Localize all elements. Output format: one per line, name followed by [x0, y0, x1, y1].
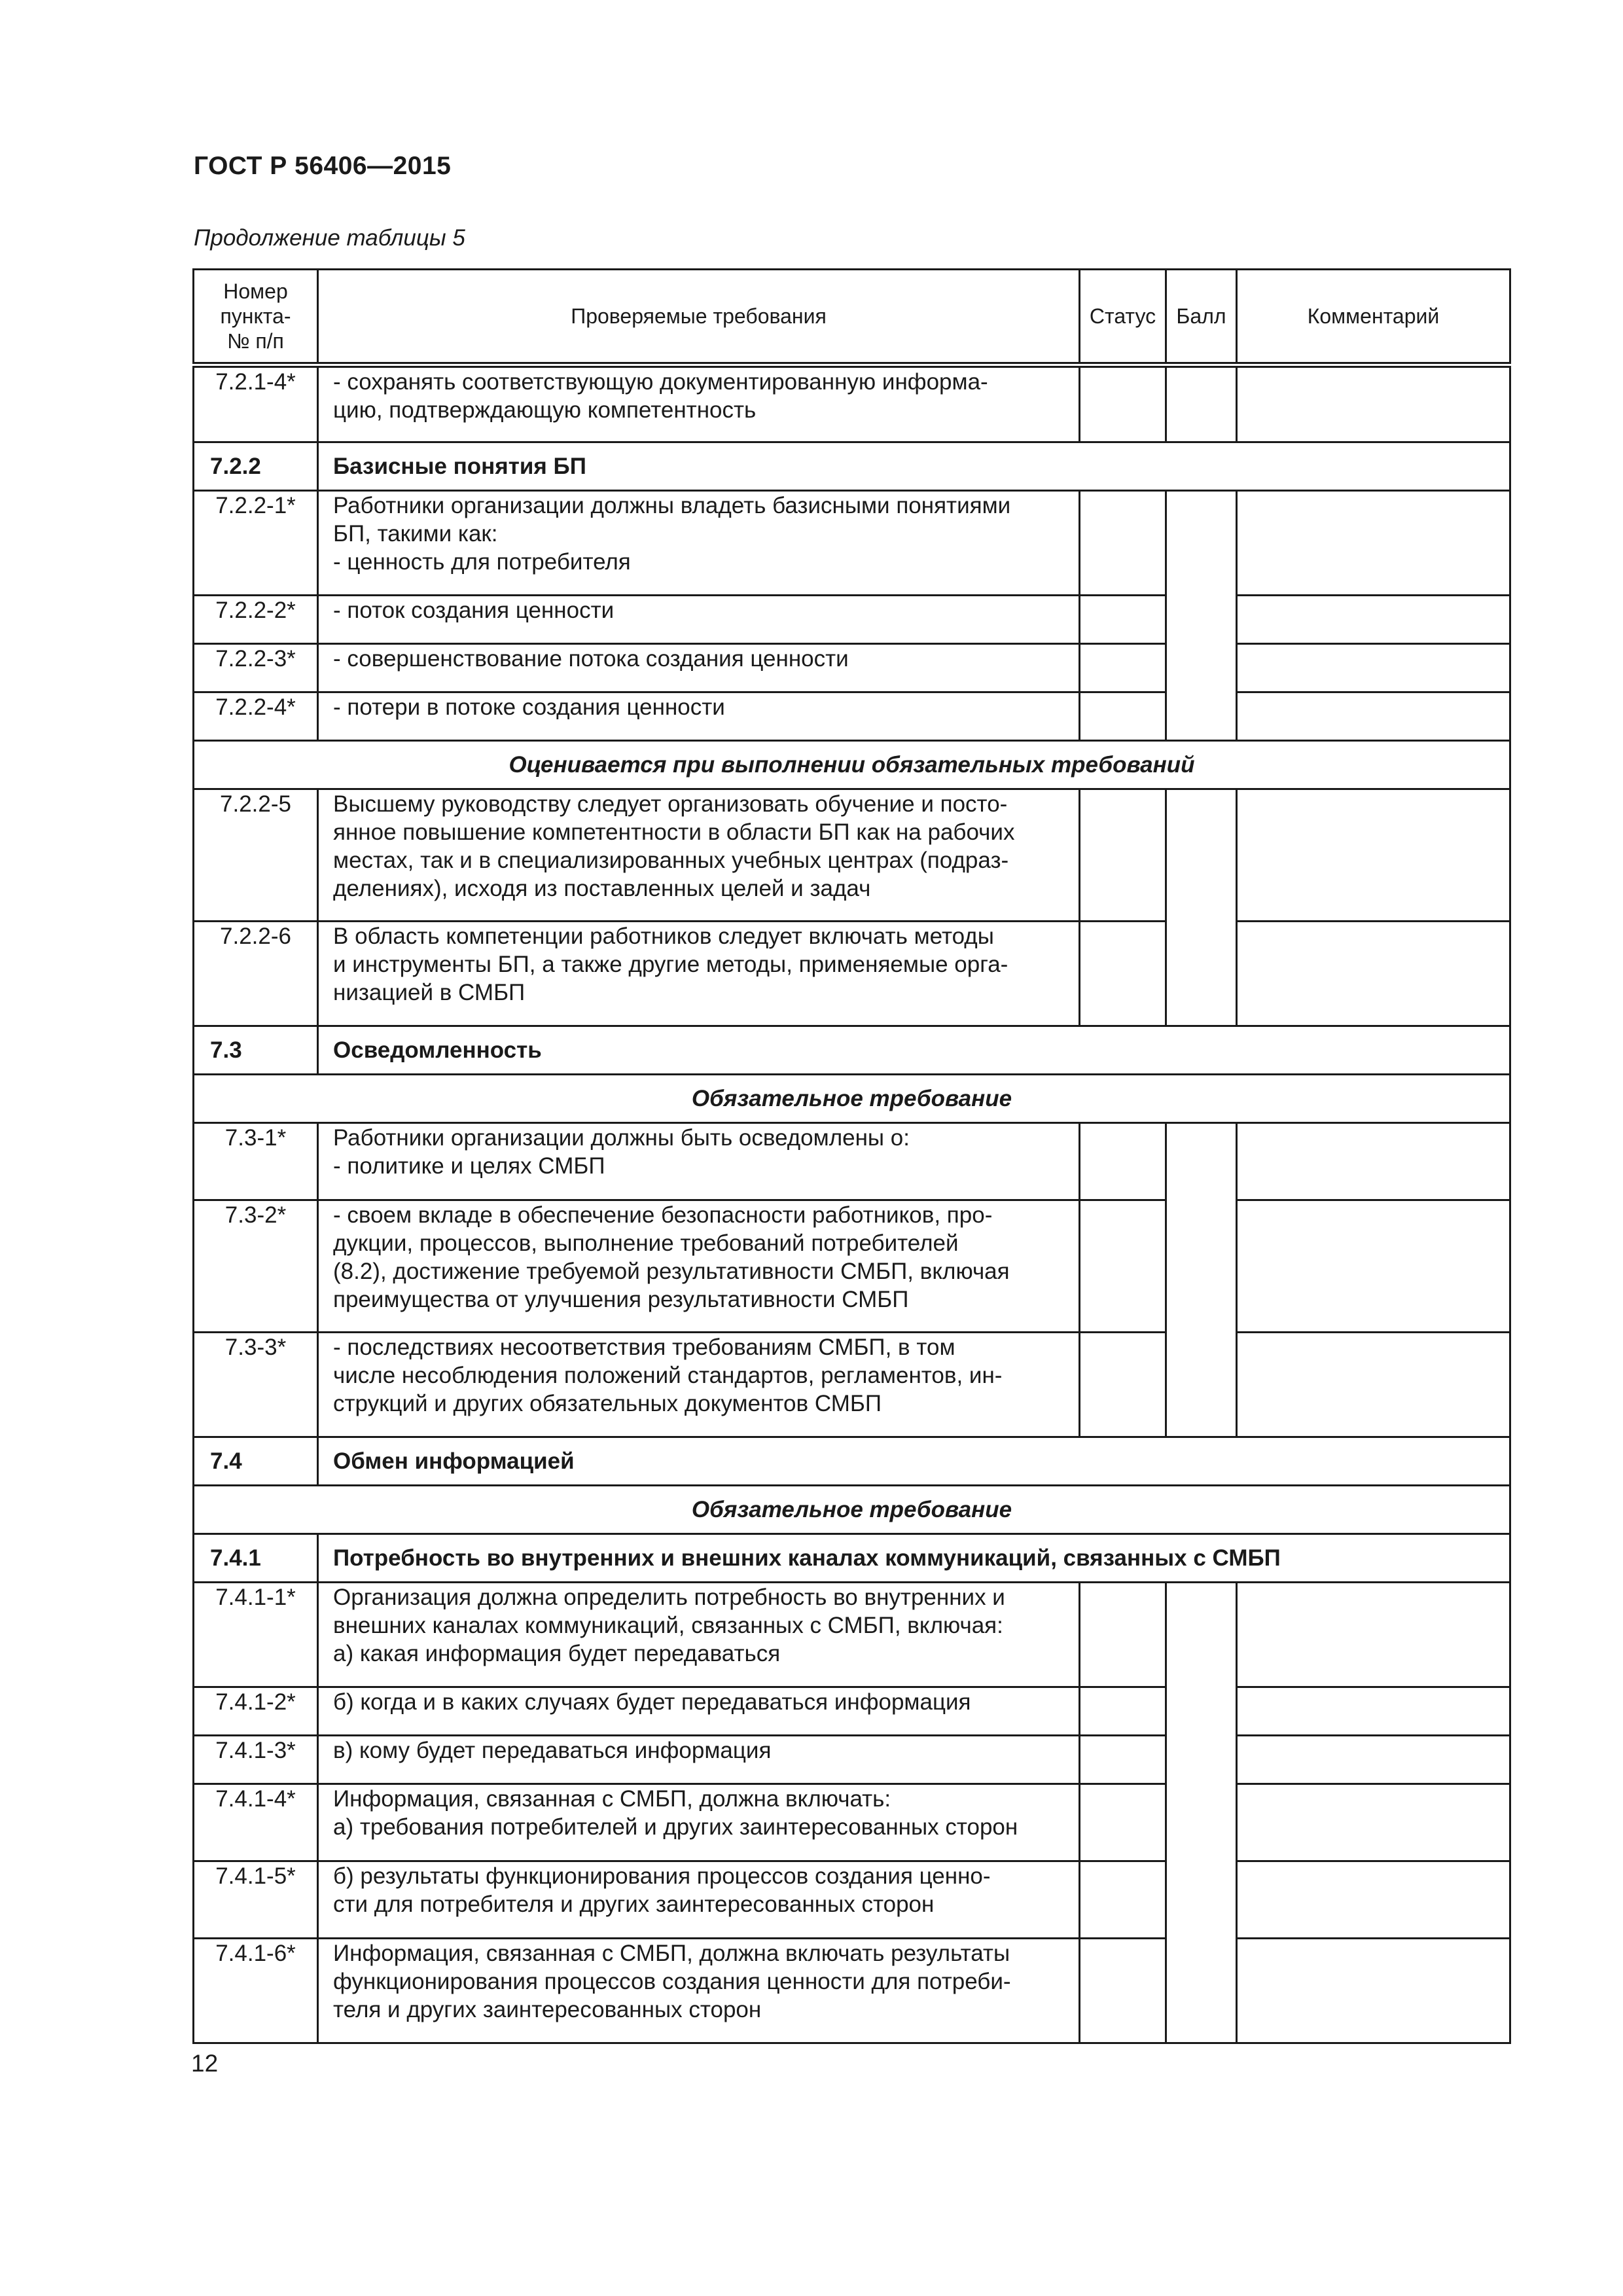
requirement-line: числе несоблюдения положений стандартов, регламентов, ин-: [333, 1363, 1003, 1388]
row-number: 7.4.1-5*: [194, 1861, 318, 1939]
status-cell: [1080, 1861, 1166, 1939]
table-row: [194, 922, 1510, 1026]
comment-cell: [1237, 789, 1510, 922]
row-requirement: [318, 1583, 1080, 1687]
comment-cell: [1237, 1687, 1510, 1736]
requirement-line: - поток создания ценности: [333, 598, 615, 623]
status-cell: [1080, 922, 1166, 1026]
status-cell: [1080, 789, 1166, 922]
section-row: [194, 1026, 1510, 1075]
row-number: 7.3-2*: [194, 1200, 318, 1333]
comment-cell: [1237, 1939, 1510, 2043]
requirement-line: Информация, связанная с СМБП, должна включать результаты: [333, 1941, 1010, 1966]
requirement-line: цию, подтверждающую компетентность: [333, 397, 757, 423]
status-cell: [1080, 1736, 1166, 1784]
requirement-line: (8.2), достижение требуемой результативности СМБП, включая: [333, 1259, 1010, 1284]
column-header-comment: Комментарий: [1237, 270, 1510, 365]
status-cell: [1080, 1123, 1166, 1200]
row-number: 7.2.2-3*: [194, 644, 318, 692]
comment-cell: [1237, 1123, 1510, 1200]
status-cell: [1080, 1583, 1166, 1687]
row-requirement: [318, 644, 1080, 692]
row-number: 7.2.2-1*: [194, 491, 318, 596]
page-number: 12: [191, 2050, 219, 2077]
row-number: 7.2.2-6: [194, 922, 318, 1026]
table-row: [194, 1333, 1510, 1437]
comment-cell: [1237, 491, 1510, 596]
column-header-number-line: № п/п: [227, 329, 284, 353]
section-title: Обмен информацией: [318, 1437, 1510, 1486]
table-row: [194, 692, 1510, 741]
status-cell: [1080, 692, 1166, 741]
requirement-line: Организация должна определить потребность во внутренних и: [333, 1585, 1005, 1610]
requirement-line: а) какая информация будет передаваться: [333, 1641, 781, 1666]
requirement-line: теля и других заинтересованных сторон: [333, 1997, 762, 2022]
table-row: [194, 1736, 1510, 1784]
status-cell: [1080, 1200, 1166, 1333]
row-requirement: [318, 491, 1080, 596]
requirement-line: дукции, процессов, выполнение требований потребителей: [333, 1230, 959, 1256]
requirement-line: - политике и целях СМБП: [333, 1153, 605, 1179]
document-header: ГОСТ Р 56406—2015: [194, 152, 452, 180]
section-title: Потребность во внутренних и внешних каналах коммуникаций, связанных с СМБП: [318, 1534, 1510, 1583]
comment-cell: [1237, 1583, 1510, 1687]
requirement-line: внешних каналах коммуникаций, связанных с СМБП, включая:: [333, 1613, 1003, 1638]
table-row: [194, 1784, 1510, 1861]
section-number: 7.3: [194, 1026, 318, 1075]
requirement-line: - ценность для потребителя: [333, 549, 631, 575]
comment-cell: [1237, 596, 1510, 644]
requirement-line: - потери в потоке создания ценности: [333, 694, 725, 720]
table-row: [194, 1200, 1510, 1333]
status-cell: [1080, 1687, 1166, 1736]
note-text: Оценивается при выполнении обязательных требований: [194, 741, 1510, 789]
row-number: 7.4.1-3*: [194, 1736, 318, 1784]
status-cell: [1080, 491, 1166, 596]
row-number: 7.4.1-2*: [194, 1687, 318, 1736]
note-text: Обязательное требование: [194, 1486, 1510, 1534]
requirement-line: БП, такими как:: [333, 521, 498, 547]
section-title: Осведомленность: [318, 1026, 1510, 1075]
status-cell: [1080, 644, 1166, 692]
note-row: [194, 741, 1510, 789]
comment-cell: [1237, 922, 1510, 1026]
comment-cell: [1237, 644, 1510, 692]
comment-cell: [1237, 1784, 1510, 1861]
row-requirement: [318, 692, 1080, 741]
row-number: 7.4.1-6*: [194, 1939, 318, 2043]
row-number: 7.3-3*: [194, 1333, 318, 1437]
column-header-number-line: пункта-: [220, 304, 291, 328]
requirement-line: а) требования потребителей и других заинтересованных сторон: [333, 1814, 1018, 1840]
row-requirement: [318, 365, 1080, 442]
comment-cell: [1237, 365, 1510, 442]
status-cell: [1080, 365, 1166, 442]
row-requirement: [318, 1333, 1080, 1437]
table-row: [194, 789, 1510, 922]
requirement-line: струкций и других обязательных документов СМБП: [333, 1391, 882, 1416]
table-caption: Продолжение таблицы 5: [194, 225, 465, 251]
row-requirement: [318, 1784, 1080, 1861]
requirement-line: - последствиях несоответствия требованиям СМБП, в том: [333, 1335, 955, 1360]
row-requirement: [318, 596, 1080, 644]
row-requirement: [318, 1939, 1080, 2043]
table-row: [194, 1939, 1510, 2043]
score-cell: [1166, 1123, 1237, 1437]
table-row: [194, 596, 1510, 644]
requirement-line: в) кому будет передаваться информация: [333, 1738, 772, 1763]
column-header-number: [194, 270, 318, 365]
status-cell: [1080, 596, 1166, 644]
table-row: [194, 1687, 1510, 1736]
row-requirement: [318, 1123, 1080, 1200]
column-header-status: Статус: [1080, 270, 1166, 365]
requirement-line: Высшему руководству следует организовать обучение и посто-: [333, 791, 1008, 817]
row-number: 7.2.2-5: [194, 789, 318, 922]
row-number: 7.3-1*: [194, 1123, 318, 1200]
table-row: [194, 491, 1510, 596]
requirement-line: функционирования процессов создания ценности для потреби-: [333, 1969, 1011, 1994]
note-row: [194, 1486, 1510, 1534]
score-cell: [1166, 1583, 1237, 2043]
row-number: 7.2.2-4*: [194, 692, 318, 741]
requirement-line: и инструменты БП, а также другие методы, применяемые орга-: [333, 952, 1008, 977]
status-cell: [1080, 1939, 1166, 2043]
table-row: [194, 1861, 1510, 1939]
row-requirement: [318, 1687, 1080, 1736]
table-row: [194, 644, 1510, 692]
row-requirement: [318, 922, 1080, 1026]
status-cell: [1080, 1784, 1166, 1861]
note-row: [194, 1075, 1510, 1123]
row-number: 7.2.2-2*: [194, 596, 318, 644]
requirement-line: делениях), исходя из поставленных целей и задач: [333, 876, 871, 901]
requirement-line: Информация, связанная с СМБП, должна включать:: [333, 1786, 891, 1812]
comment-cell: [1237, 1861, 1510, 1939]
row-requirement: [318, 789, 1080, 922]
requirement-line: В область компетенции работников следует включать методы: [333, 924, 994, 949]
requirement-line: - совершенствование потока создания ценности: [333, 646, 849, 672]
row-number: 7.2.1-4*: [194, 365, 318, 442]
row-requirement: [318, 1200, 1080, 1333]
requirement-line: б) результаты функционирования процессов создания ценно-: [333, 1863, 991, 1889]
requirement-line: - сохранять соответствующую документированную информа-: [333, 369, 988, 395]
table-row: [194, 1583, 1510, 1687]
row-number: 7.4.1-1*: [194, 1583, 318, 1687]
table-row: [194, 365, 1510, 442]
section-number: 7.4: [194, 1437, 318, 1486]
comment-cell: [1237, 692, 1510, 741]
score-cell: [1166, 789, 1237, 1026]
comment-cell: [1237, 1736, 1510, 1784]
comment-cell: [1237, 1333, 1510, 1437]
table-header-row: [194, 270, 1510, 365]
requirement-line: сти для потребителя и других заинтересованных сторон: [333, 1892, 935, 1917]
section-number: 7.2.2: [194, 442, 318, 491]
section-row: [194, 1437, 1510, 1486]
score-cell: [1166, 491, 1237, 741]
table-row: [194, 1123, 1510, 1200]
section-row: [194, 1534, 1510, 1583]
note-text: Обязательное требование: [194, 1075, 1510, 1123]
score-cell: [1166, 365, 1237, 442]
section-title: Базисные понятия БП: [318, 442, 1510, 491]
requirement-line: - своем вкладе в обеспечение безопасности работников, про-: [333, 1202, 993, 1228]
requirement-line: Работники организации должны быть осведомлены о:: [333, 1125, 910, 1151]
requirements-table: [192, 268, 1511, 2044]
row-number: 7.4.1-4*: [194, 1784, 318, 1861]
requirement-line: низацией в СМБП: [333, 980, 526, 1005]
requirement-line: местах, так и в специализированных учебных центрах (подраз-: [333, 848, 1009, 873]
column-header-number-line: Номер: [223, 279, 288, 303]
row-requirement: [318, 1736, 1080, 1784]
requirement-line: б) когда и в каких случаях будет передаваться информация: [333, 1689, 971, 1715]
comment-cell: [1237, 1200, 1510, 1333]
section-number: 7.4.1: [194, 1534, 318, 1583]
column-header-requirements: Проверяемые требования: [318, 270, 1080, 365]
requirement-line: янное повышение компетентности в области БП как на рабочих: [333, 819, 1015, 845]
column-header-score: Балл: [1166, 270, 1237, 365]
row-requirement: [318, 1861, 1080, 1939]
requirement-line: преимущества от улучшения результативности СМБП: [333, 1287, 909, 1312]
section-row: [194, 442, 1510, 491]
status-cell: [1080, 1333, 1166, 1437]
requirement-line: Работники организации должны владеть базисными понятиями: [333, 493, 1011, 518]
